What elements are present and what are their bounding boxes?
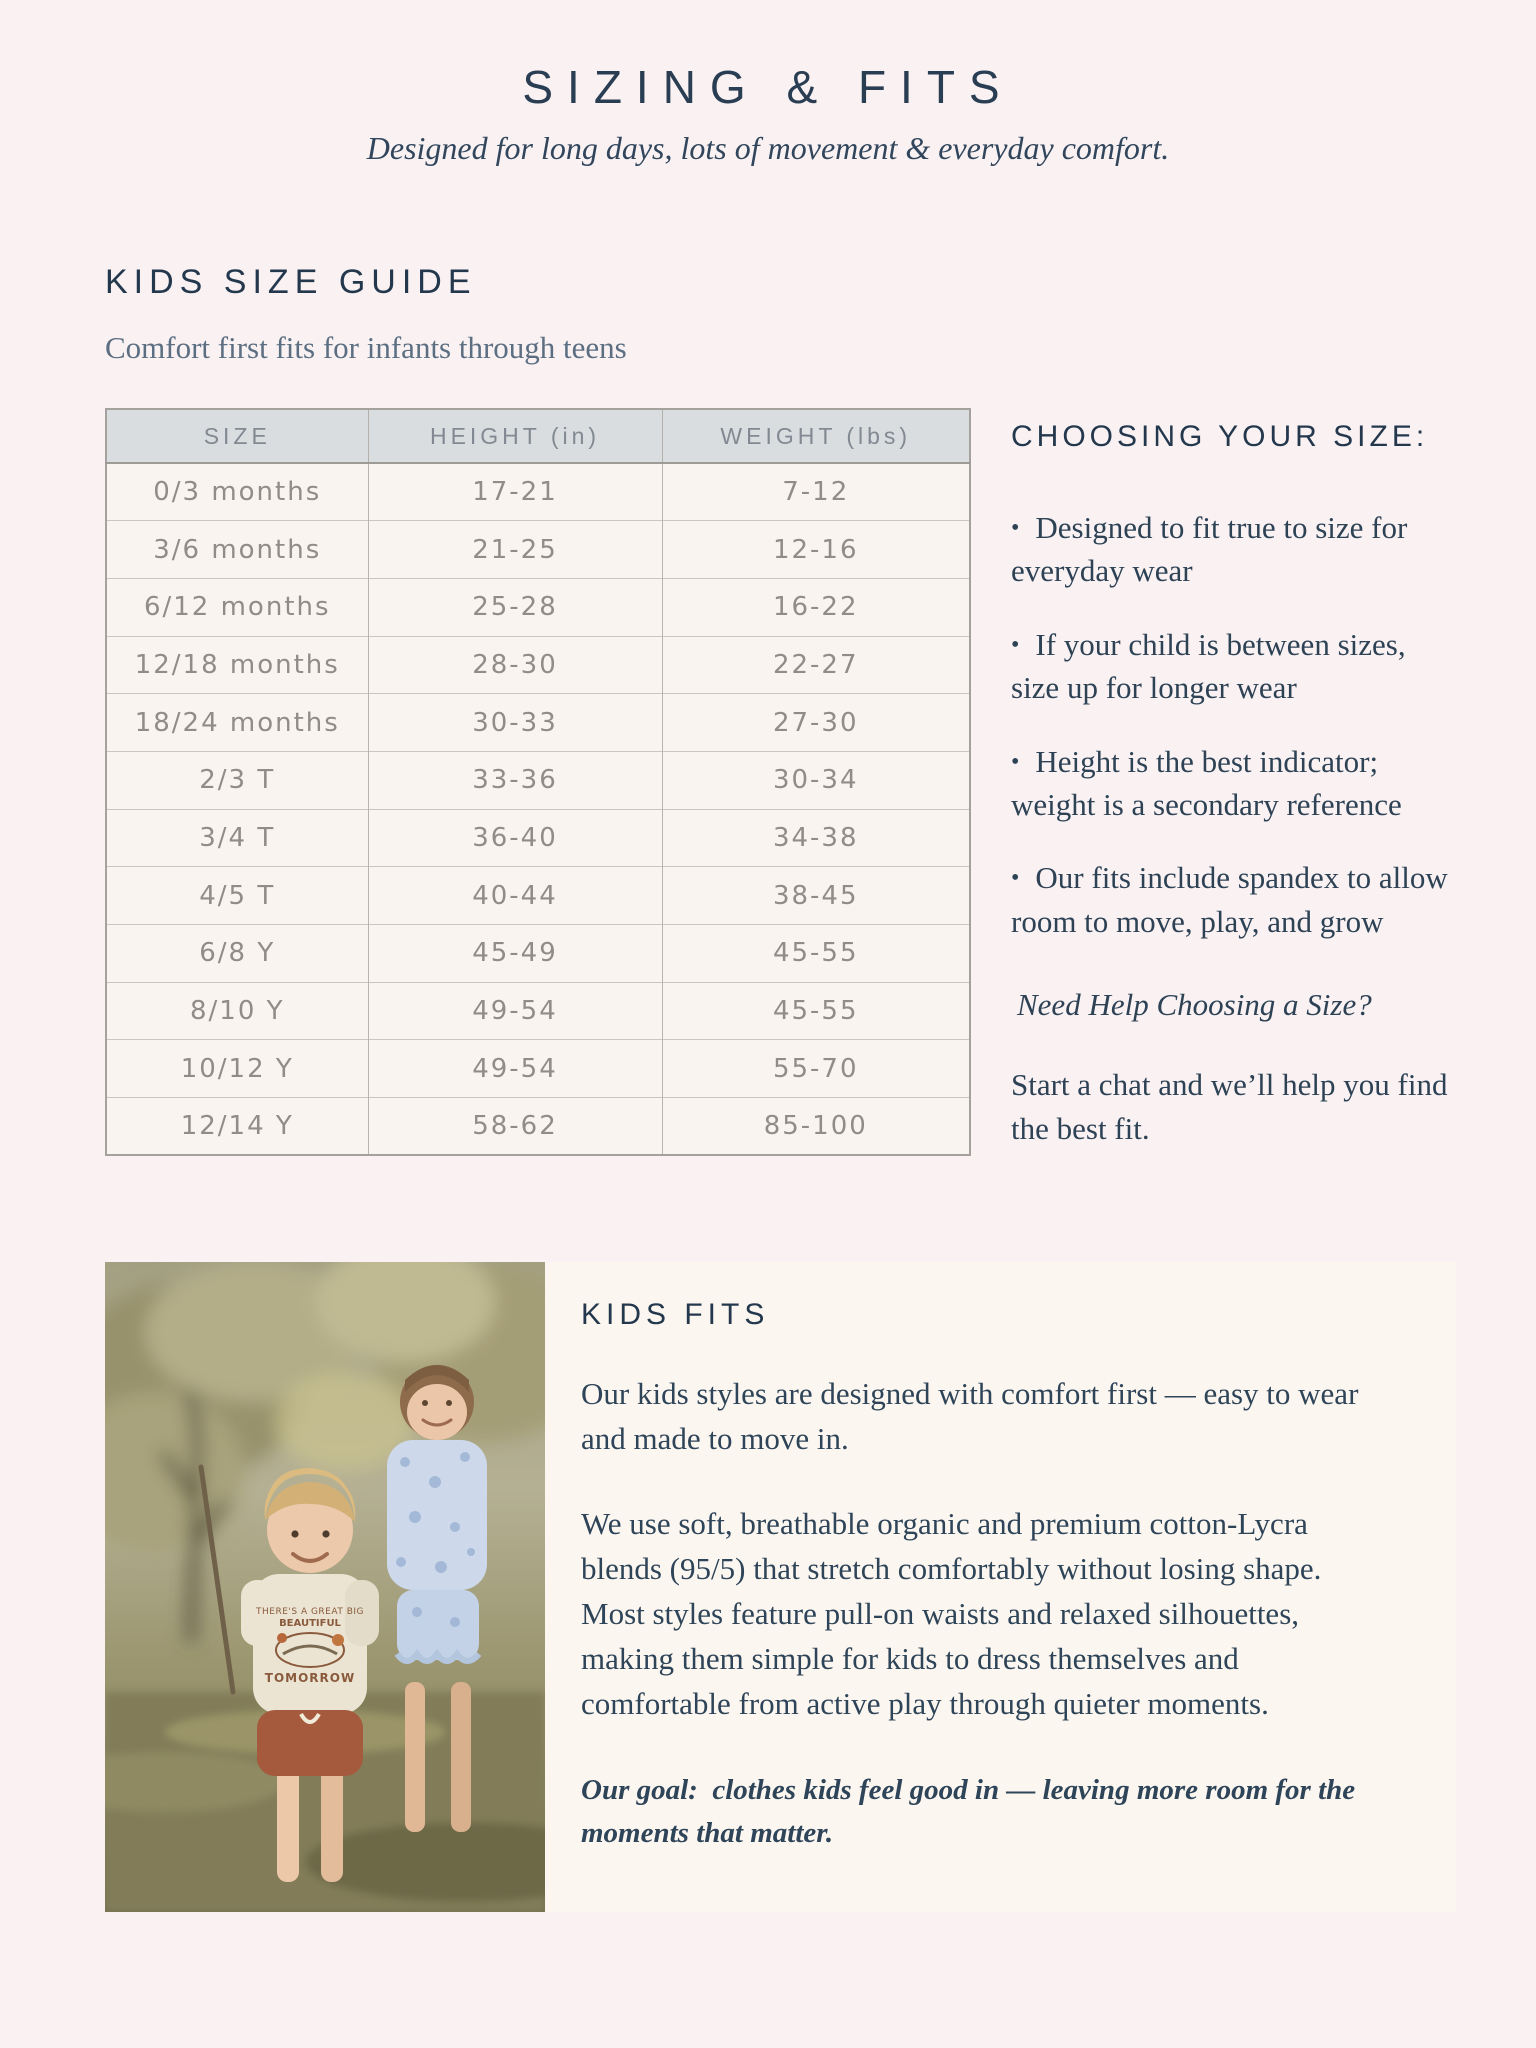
table-row [106, 694, 970, 752]
kids-size-guide-section [105, 263, 1458, 1156]
table-and-sidebar [105, 408, 1458, 1156]
paragraph: Our kids styles are designed with comfort first — easy to wear and made to move in. [581, 1376, 1359, 1457]
table-row [106, 1040, 970, 1098]
svg-text:TOMORROW: TOMORROW [264, 1671, 356, 1686]
bullet-text: Height is the best indicator; weight is a secondary reference [1011, 743, 1402, 822]
kids-fits-paragraphs [581, 1372, 1387, 1727]
table-cell: 30-33 [368, 694, 662, 752]
table-cell: 4/5 T [106, 867, 368, 925]
size-table [105, 408, 971, 1156]
page-title: SIZING & FITS [522, 61, 1014, 113]
bullet-dot: • [1011, 748, 1020, 775]
table-row [106, 867, 970, 925]
table-header-row [106, 409, 970, 463]
table-cell: 49-54 [368, 1040, 662, 1098]
choosing-size-heading: CHOOSING YOUR SIZE: [1011, 420, 1429, 453]
bullet-text: Our fits include spandex to allow room to move, play, and grow [1011, 860, 1448, 939]
table-cell: 3/4 T [106, 809, 368, 867]
table-row [106, 925, 970, 983]
table-cell: 55-70 [662, 1040, 970, 1098]
table-row [106, 982, 970, 1040]
svg-text:THERE'S A GREAT BIG: THERE'S A GREAT BIG [256, 1607, 364, 1618]
bullet-dot: • [1011, 865, 1020, 892]
bullet-item [1011, 740, 1458, 827]
table-cell: 16-22 [662, 578, 970, 636]
table-cell: 17-21 [368, 463, 662, 521]
table-cell: 28-30 [368, 636, 662, 694]
help-prompt: Need Help Choosing a Size? [1017, 987, 1372, 1023]
paragraph: We use soft, breathable organic and premium cotton-Lycra blends (95/5) that stretch comfortably without losing shape. Most styles feature pull-on waists and relaxed silhouettes, making them simple for kids to dress themselves and comfortable from active play through quieter moments. [581, 1506, 1322, 1721]
table-row [106, 1098, 970, 1156]
table-row [106, 578, 970, 636]
bullet-text: Designed to fit true to size for everyday wear [1011, 510, 1408, 589]
kids-fits-text-column [545, 1262, 1415, 1912]
table-cell: 34-38 [662, 809, 970, 867]
size-table-header [106, 409, 970, 463]
table-cell: 12/18 months [106, 636, 368, 694]
table-cell: 27-30 [662, 694, 970, 752]
table-cell: 45-55 [662, 982, 970, 1040]
kids-fits-panel [105, 1262, 1456, 1912]
table-cell: 30-34 [662, 751, 970, 809]
column-header: WEIGHT (lbs) [662, 409, 970, 463]
table-cell: 7-12 [662, 463, 970, 521]
kids-fits-goal: Our goal: clothes kids feel good in — leaving more room for the moments that matter. [581, 1773, 1363, 1850]
table-row [106, 751, 970, 809]
table-cell: 22-27 [662, 636, 970, 694]
page-subtitle: Designed for long days, lots of movement & everyday comfort. [366, 130, 1170, 166]
table-row [106, 521, 970, 579]
table-cell: 45-55 [662, 925, 970, 983]
choosing-size-sidebar [1011, 408, 1458, 1151]
table-cell: 85-100 [662, 1098, 970, 1156]
table-cell: 0/3 months [106, 463, 368, 521]
table-cell: 25-28 [368, 578, 662, 636]
table-cell: 10/12 Y [106, 1040, 368, 1098]
choosing-size-bullets [1011, 506, 1458, 943]
kids-photo-illustration [105, 1262, 545, 1912]
bullet-dot: • [1011, 515, 1020, 541]
column-header: HEIGHT (in) [368, 409, 662, 463]
table-cell: 21-25 [368, 521, 662, 579]
table-cell: 49-54 [368, 982, 662, 1040]
table-cell: 33-36 [368, 751, 662, 809]
table-cell: 8/10 Y [106, 982, 368, 1040]
bullet-text: If your child is between sizes, size up for longer wear [1011, 626, 1406, 706]
table-cell: 36-40 [368, 809, 662, 867]
title-block [0, 0, 1536, 167]
table-cell: 45-49 [368, 925, 662, 983]
column-header: SIZE [106, 409, 368, 463]
size-table-body [106, 463, 970, 1155]
table-cell: 40-44 [368, 867, 662, 925]
kids-fits-heading: KIDS FITS [581, 1298, 770, 1332]
table-cell: 6/12 months [106, 578, 368, 636]
bullet-item [1011, 856, 1458, 943]
table-cell: 12/14 Y [106, 1098, 368, 1156]
bullet-item [1011, 623, 1458, 710]
kids-photo [105, 1262, 545, 1912]
kids-size-guide-heading: KIDS SIZE GUIDE [105, 263, 477, 301]
table-cell: 3/6 months [106, 521, 368, 579]
svg-text:BEAUTIFUL: BEAUTIFUL [279, 1618, 341, 1630]
table-row [106, 809, 970, 867]
table-cell: 12-16 [662, 521, 970, 579]
bullet-item [1011, 506, 1458, 593]
bullet-dot: • [1011, 631, 1020, 658]
table-cell: 6/8 Y [106, 925, 368, 983]
table-cell: 38-45 [662, 867, 970, 925]
table-row [106, 463, 970, 521]
table-cell: 58-62 [368, 1098, 662, 1156]
table-row [106, 636, 970, 694]
table-cell: 18/24 months [106, 694, 368, 752]
help-text: Start a chat and we’ll help you find the best fit. [1011, 1067, 1448, 1147]
kids-size-guide-intro: Comfort first fits for infants through teens [105, 330, 627, 365]
table-cell: 2/3 T [106, 751, 368, 809]
